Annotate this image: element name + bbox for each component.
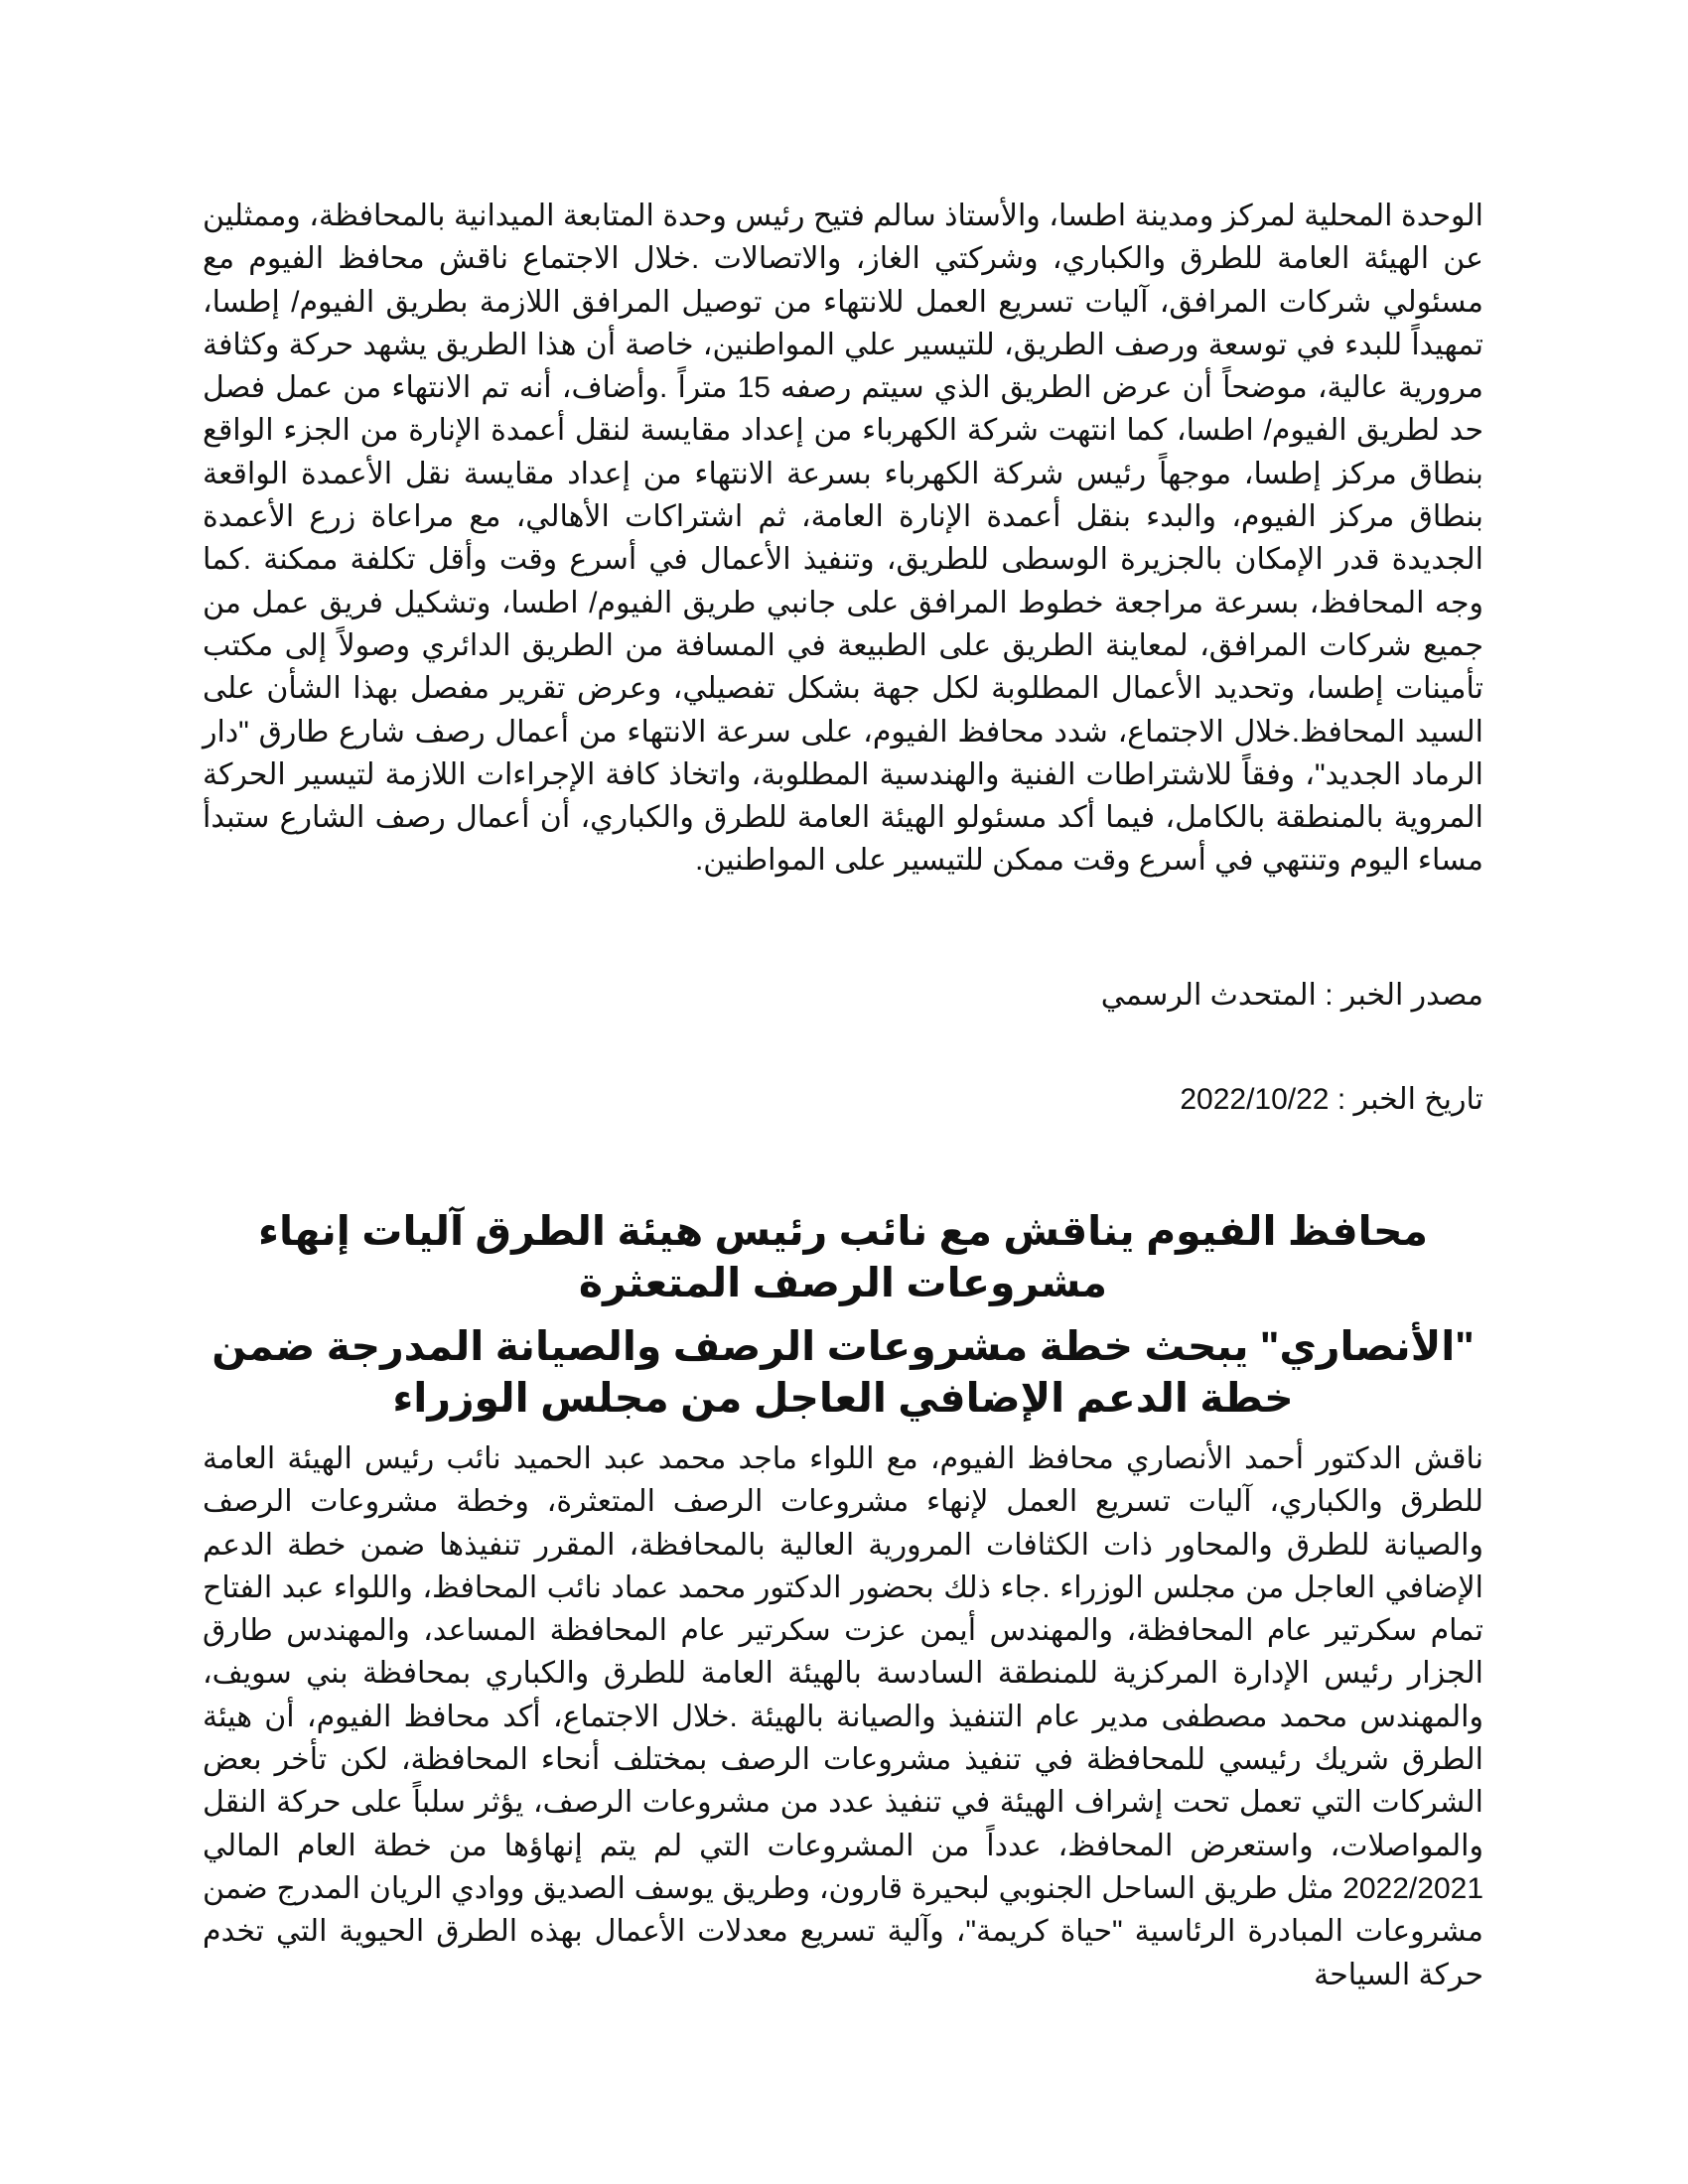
news-source-label: مصدر الخبر : [1325,979,1483,1012]
news-date-label: تاريخ الخبر : [1336,1083,1483,1116]
article-2-body: ناقش الدكتور أحمد الأنصاري محافظ الفيوم، مع اللواء ماجد محمد عبد الحميد نائب رئيس الهيئة العامة للطرق والكباري، آليات تسريع العمل لإنهاء مشروعات الرصف المتعثرة، وخطة مشروعات الرصف والصيانة للطرق والمحاور ذات الكثافات المرورية العالية بالمحافظة، المقرر تنفيذها ضمن خطة الدعم الإضافي العاجل من مجلس الوزراء .جاء ذلك بحضور الدكتور محمد عماد نائب المحافظ، واللواء عبد الفتاح تمام سكرتير عام المحافظة، والمهندس أيمن عزت سكرتير عام المحافظة المساعد، والمهندس طارق الجزار رئيس الإدارة المركزية للمنطقة السادسة بالهيئة العامة للطرق والكباري بمحافظة بني سويف، والمهندس محمد مصطفى مدير عام التنفيذ والصيانة بالهيئة .خلال الاجتماع، أكد محافظ الفيوم، أن هيئة الطرق شريك رئيسي للمحافظة في تنفيذ مشروعات الرصف بمختلف أنحاء المحافظة، لكن تأخر بعض الشركات التي تعمل تحت إشراف الهيئة في تنفيذ عدد من مشروعات الرصف، يؤثر سلباً على حركة النقل والمواصلات، واستعرض المحافظ، عدداً من المشروعات التي لم يتم إنهاؤها من خطة العام المالي 2022/2021 مثل طريق الساحل الجنوبي لبحيرة قارون، وطريق يوسف الصديق ووادي الريان المدرج ضمن مشروعات المبادرة الرئاسية "حياة كريمة"، وآلية تسريع معدلات الأعمال بهذه الطرق الحيوية التي تخدم حركة السياحة [203,1442,1483,1991]
news-source-line [203,976,1483,1016]
news-date-value: 2022/10/22 [1180,1083,1330,1116]
article-2-title: محافظ الفيوم يناقش مع نائب رئيس هيئة الطرق آليات إنهاء مشروعات الرصف المتعثرة [257,1208,1428,1305]
news-source-value: المتحدث الرسمي [1100,979,1317,1012]
article-1-body: الوحدة المحلية لمركز ومدينة اطسا، والأستاذ سالم فتيح رئيس وحدة المتابعة الميدانية بالمحافظة، وممثلين عن الهيئة العامة للطرق والكباري، وشركتي الغاز، والاتصالات .خلال الاجتماع ناقش محافظ الفيوم مع مسئولي شركات المرافق، آليات تسريع العمل للانتهاء من توصيل المرافق اللازمة بطريق الفيوم/ إطسا، تمهيداً للبدء في توسعة ورصف الطريق، للتيسير علي المواطنين، خاصة أن هذا الطريق يشهد حركة وكثافة مرورية عالية، موضحاً أن عرض الطريق الذي سيتم رصفه 15 متراً .وأضاف، أنه تم الانتهاء من عمل فصل حد لطريق الفيوم/ اطسا، كما انتهت شركة الكهرباء من إعداد مقايسة لنقل أعمدة الإنارة من الجزء الواقع بنطاق مركز إطسا، موجهاً رئيس شركة الكهرباء بسرعة الانتهاء من إعداد مقايسة نقل الأعمدة الواقعة بنطاق مركز الفيوم، والبدء بنقل أعمدة الإنارة العامة، ثم اشتراكات الأهالي، مع مراعاة زرع الأعمدة الجديدة قدر الإمكان بالجزيرة الوسطى للطريق، وتنفيذ الأعمال في أسرع وقت وأقل تكلفة ممكنة .كما وجه المحافظ، بسرعة مراجعة خطوط المرافق على جانبي طريق الفيوم/ اطسا، وتشكيل فريق عمل من جميع شركات المرافق، لمعاينة الطريق على الطبيعة في المسافة من الطريق الدائري وصولاً إلى مكتب تأمينات إطسا، وتحديد الأعمال المطلوبة لكل جهة بشكل تفصيلي، وعرض تقرير مفصل بهذا الشأن على السيد المحافظ.خلال الاجتماع، شدد محافظ الفيوم، على سرعة الانتهاء من أعمال رصف شارع طارق "دار الرماد الجديد"، وفقاً للاشتراطات الفنية والهندسية المطلوبة، واتخاذ كافة الإجراءات اللازمة لتيسير الحركة المروية بالمنطقة بالكامل، فيما أكد مسئولو الهيئة العامة للطرق والكباري، أن أعمال رصف الشارع ستبدأ مساء اليوم وتنتهي في أسرع وقت ممكن للتيسير على المواطنين. [203,200,1483,878]
article-2-subtitle: "الأنصاري" يبحث خطة مشروعات الرصف والصيانة المدرجة ضمن خطة الدعم الإضافي العاجل من مجلس الوزراء [211,1323,1475,1421]
news-date-line [203,1080,1483,1120]
